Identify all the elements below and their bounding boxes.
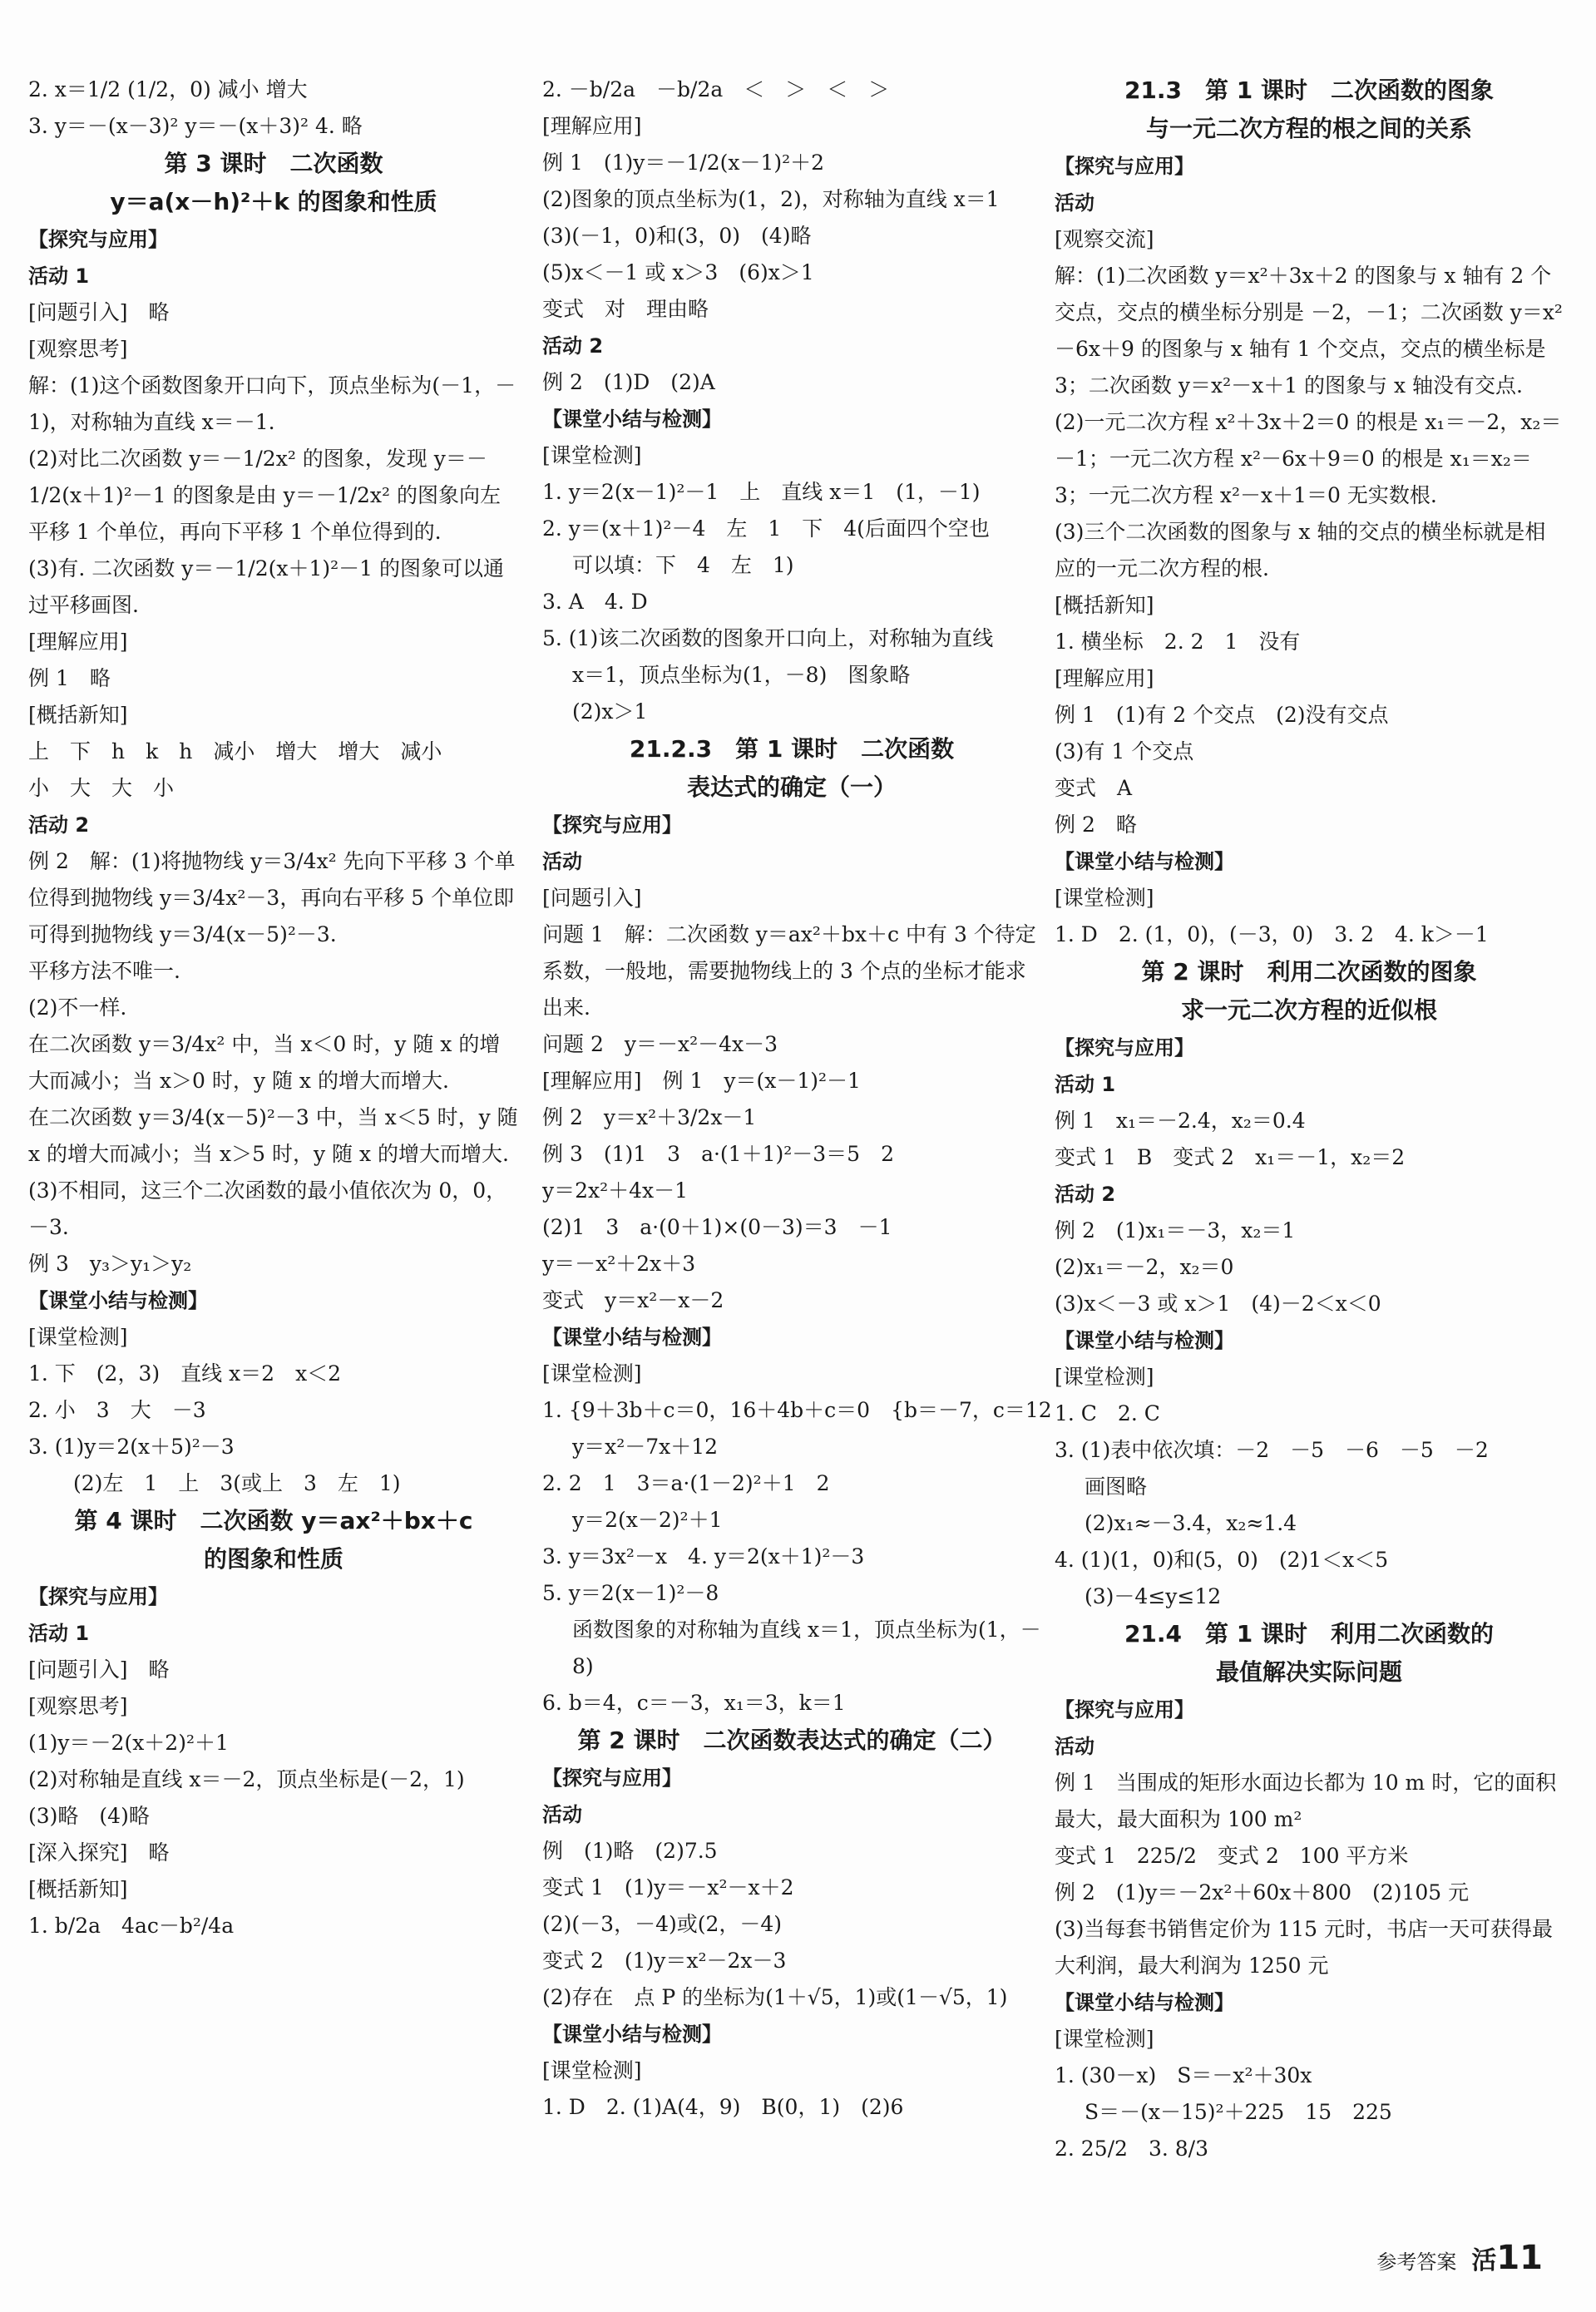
answer-line: 5. (1)该二次函数的图象开口向上，对称轴为直线 bbox=[542, 626, 994, 650]
answer-line: 4. (1)(1，0)和(5，0) (2)1＜x＜5 bbox=[1055, 1548, 1389, 1572]
answer-line: 函数图象的对称轴为直线 x＝1，顶点坐标为(1，－8) bbox=[572, 1618, 1041, 1678]
page-number: 11 bbox=[1496, 2239, 1543, 2277]
answer-line: [问题引入] 略 bbox=[28, 1657, 170, 1682]
activity-label: 活动 2 bbox=[28, 813, 90, 837]
answer-line: (2)左 1 上 3(或上 3 左 1) bbox=[73, 1471, 401, 1495]
answer-line: (3)当每套书销售定价为 115 元时，书店一天可获得最大利润，最大利润为 1250 元 bbox=[1055, 1917, 1554, 1978]
answer-line: [理解应用] 例 1 y＝(x－1)²－1 bbox=[542, 1069, 861, 1093]
answer-line: [理解应用] bbox=[28, 630, 128, 654]
answer-line: [概括新知] bbox=[28, 1877, 128, 1901]
section-title: 第 4 课时 二次函数 y＝ax²＋bx＋c bbox=[74, 1507, 473, 1534]
answer-line: (2)图象的顶点坐标为(1，2)，对称轴为直线 x＝1 bbox=[542, 187, 1000, 211]
answer-line: [观察交流] bbox=[1055, 227, 1154, 251]
answer-line: 3. A 4. D bbox=[542, 590, 648, 614]
answer-line: (3)不相同，这三个二次函数的最小值依次为 0，0，－3. bbox=[28, 1178, 507, 1239]
answer-line: [观察思考] bbox=[28, 337, 128, 361]
answer-line: 例 1 (1)y＝－1/2(x－1)²＋2 bbox=[542, 151, 825, 175]
answer-line: 可以填：下 4 左 1) bbox=[572, 553, 794, 577]
answer-line: 2. y＝(x＋1)²－4 左 1 下 4(后面四个空也 bbox=[542, 516, 990, 541]
section-header: 【探究与应用】 bbox=[28, 228, 168, 251]
answer-line: 2. 25/2 3. 8/3 bbox=[1055, 2137, 1208, 2161]
answer-line: 6. b＝4，c＝－3，x₁＝3，k＝1 bbox=[542, 1691, 846, 1715]
answer-line: y＝x²－7x＋12 bbox=[572, 1435, 719, 1459]
answer-line: 画图略 bbox=[1085, 1475, 1148, 1499]
answer-line: [课堂检测] bbox=[542, 2058, 642, 2082]
answer-line: (3)略 (4)略 bbox=[28, 1804, 150, 1828]
answer-line: (3)有 1 个交点 bbox=[1055, 739, 1194, 763]
answer-line: 例 1 略 bbox=[28, 666, 111, 690]
answer-line: 解：(1)这个函数图象开口向下，顶点坐标为(－1，－1)，对称轴为直线 x＝－1. bbox=[28, 373, 516, 434]
answer-line: [课堂检测] bbox=[1055, 2027, 1154, 2051]
answer-line: 变式 1 225/2 变式 2 100 平方米 bbox=[1055, 1844, 1409, 1868]
answer-line: 例 2 (1)x₁＝－3，x₂＝1 bbox=[1055, 1218, 1296, 1242]
answer-line: S＝－(x－15)²＋225 15 225 bbox=[1085, 2100, 1392, 2124]
answer-line: 平移方法不唯一. bbox=[28, 959, 180, 983]
answer-line: 3. (1)y＝2(x＋5)²－3 bbox=[28, 1435, 235, 1459]
answer-line: 上 下 h k h 减小 增大 增大 减小 bbox=[28, 739, 442, 763]
section-title: 21.2.3 第 1 课时 二次函数 bbox=[629, 735, 955, 763]
answer-line: (3)(－1，0)和(3，0) (4)略 bbox=[542, 224, 812, 248]
answer-line: 例 2 (1)y＝－2x²＋60x＋800 (2)105 元 bbox=[1055, 1880, 1470, 1904]
answer-line: 2. 2 1 3＝a·(1－2)²＋1 2 bbox=[542, 1471, 830, 1495]
page-footer bbox=[1376, 2239, 1543, 2277]
answer-line: 变式 1 (1)y＝－x²－x＋2 bbox=[542, 1875, 794, 1899]
answer-line: 解：(1)二次函数 y＝x²＋3x＋2 的图象与 x 轴有 2 个交点，交点的横坐标分别是 －2，－1；二次函数 y＝x²－6x＋9 的图象与 x 轴有 1 个交点，交点的横坐标是 3；二次函数 y＝x²－x＋1 的图象与 x 轴没有交点. bbox=[1055, 264, 1563, 398]
answer-line: y＝－x²＋2x＋3 bbox=[542, 1252, 696, 1276]
answer-line: 例 1 当围成的矩形水面边长都为 10 m 时，它的面积最大，最大面积为 100 m² bbox=[1055, 1771, 1557, 1831]
answer-line: 1. 横坐标 2. 2 1 没有 bbox=[1055, 630, 1301, 654]
answer-line: 在二次函数 y＝3/4x² 中，当 x＜0 时，y 随 x 的增大而减小；当 x＞0 时，y 随 x 的增大而增大. bbox=[28, 1032, 501, 1093]
activity-label: 活动 bbox=[1055, 1735, 1094, 1758]
answer-line: 例 1 x₁＝－2.4，x₂＝0.4 bbox=[1055, 1109, 1306, 1133]
answer-line: (2)不一样. bbox=[28, 995, 127, 1020]
answer-line: 变式 1 B 变式 2 x₁＝－1，x₂＝2 bbox=[1055, 1145, 1406, 1169]
answer-line: (2)一元二次方程 x²＋3x＋2＝0 的根是 x₁＝－2，x₂＝－1；一元二次方程 x²－6x＋9＝0 的根是 x₁＝x₂＝3；一元二次方程 x²－x＋1＝0 无实数根. bbox=[1055, 410, 1562, 507]
section-title: 表达式的确定（一） bbox=[686, 773, 897, 801]
answer-line: (2)(－3，－4)或(2，－4) bbox=[542, 1912, 783, 1936]
section-title: 最值解决实际问题 bbox=[1215, 1658, 1402, 1686]
answer-line: y＝2x²＋4x－1 bbox=[542, 1178, 689, 1203]
answer-line: (2)存在 点 P 的坐标为(1＋√5，1)或(1－√5，1) bbox=[542, 1985, 1008, 2009]
answer-line: (2)1 3 a·(0＋1)×(0－3)＝3 －1 bbox=[542, 1215, 892, 1239]
answer-line: 1. {9＋3b＋c＝0，16＋4b＋c＝0 {b＝－7，c＝12 bbox=[542, 1398, 1052, 1422]
answer-line: (2)x＞1 bbox=[572, 699, 648, 724]
answer-line: 问题 2 y＝－x²－4x－3 bbox=[542, 1032, 778, 1056]
section-title: 的图象和性质 bbox=[203, 1545, 343, 1573]
section-header: 【课堂小结与检测】 bbox=[1055, 1329, 1234, 1352]
activity-label: 活动 bbox=[542, 850, 582, 873]
answer-line: 2. －b/2a －b/2a ＜ ＞ ＜ ＞ bbox=[542, 77, 890, 101]
answer-line: (3)三个二次函数的图象与 x 轴的交点的横坐标就是相应的一元二次方程的根. bbox=[1055, 520, 1546, 580]
answer-line: (2)x₁＝－2，x₂＝0 bbox=[1055, 1255, 1234, 1279]
section-title: 21.3 第 1 课时 二次函数的图象 bbox=[1124, 77, 1495, 104]
answer-line: 变式 对 理由略 bbox=[542, 297, 709, 321]
answer-line: [课堂检测] bbox=[542, 1361, 642, 1386]
column-left bbox=[28, 72, 519, 1944]
answer-line: 3. y＝－(x－3)² y＝－(x＋3)² 4. 略 bbox=[28, 114, 363, 138]
activity-label: 活动 2 bbox=[1055, 1183, 1116, 1206]
answer-line: 1. C 2. C bbox=[1055, 1401, 1160, 1425]
answer-line: 1. D 2. (1，0)，(－3，0) 3. 2 4. k＞－1 bbox=[1055, 922, 1489, 946]
answer-line: (5)x＜－1 或 x＞3 (6)x＞1 bbox=[542, 260, 814, 284]
answer-line: 在二次函数 y＝3/4(x－5)²－3 中，当 x＜5 时，y 随 x 的增大而减小；当 x＞5 时，y 随 x 的增大而增大. bbox=[28, 1105, 518, 1166]
section-header: 【探究与应用】 bbox=[1055, 155, 1194, 178]
answer-line: [概括新知] bbox=[1055, 593, 1154, 617]
activity-label: 活动 1 bbox=[28, 1622, 90, 1645]
section-header: 【课堂小结与检测】 bbox=[1055, 1991, 1234, 2014]
answer-line: [理解应用] bbox=[542, 114, 642, 138]
answer-line: [课堂检测] bbox=[542, 443, 642, 467]
section-header: 【探究与应用】 bbox=[1055, 1036, 1194, 1060]
answer-line: [问题引入] 略 bbox=[28, 300, 170, 324]
answer-line: (2)对称轴是直线 x＝－2，顶点坐标是(－2，1) bbox=[28, 1767, 465, 1791]
activity-label: 活动 bbox=[542, 1803, 582, 1826]
activity-label: 活动 2 bbox=[542, 334, 604, 358]
answer-line: 例 2 y＝x²＋3/2x－1 bbox=[542, 1105, 757, 1129]
answer-line: 1. D 2. (1)A(4，9) B(0，1) (2)6 bbox=[542, 2095, 904, 2119]
activity-label: 活动 1 bbox=[28, 264, 90, 288]
answer-line: [理解应用] bbox=[1055, 666, 1154, 690]
section-header: 【探究与应用】 bbox=[542, 1766, 682, 1790]
section-title: 第 2 课时 利用二次函数的图象 bbox=[1141, 958, 1477, 986]
answer-line: 2. 小 3 大 －3 bbox=[28, 1398, 206, 1422]
section-title: 21.4 第 1 课时 利用二次函数的 bbox=[1124, 1620, 1495, 1648]
answer-line: 变式 A bbox=[1055, 776, 1133, 800]
section-title: 求一元二次方程的近似根 bbox=[1180, 996, 1437, 1024]
answer-line: [课堂检测] bbox=[1055, 1365, 1154, 1389]
answer-line: 变式 y＝x²－x－2 bbox=[542, 1288, 724, 1312]
answer-line: (1)y＝－2(x＋2)²＋1 bbox=[28, 1731, 229, 1755]
answer-line: 例 2 略 bbox=[1055, 813, 1137, 837]
section-header: 【课堂小结与检测】 bbox=[28, 1289, 208, 1312]
answer-line: [观察思考] bbox=[28, 1694, 128, 1718]
answer-line: 5. y＝2(x－1)²－8 bbox=[542, 1581, 719, 1605]
answer-line: 1. y＝2(x－1)²－1 上 直线 x＝1 (1，－1) bbox=[542, 480, 981, 504]
footer-label: 参考答案 bbox=[1376, 2250, 1457, 2274]
answer-line: (2)x₁≈－3.4，x₂≈1.4 bbox=[1085, 1511, 1297, 1535]
answer-line: 问题 1 解：二次函数 y＝ax²＋bx＋c 中有 3 个待定系数，一般地，需要抛物线上的 3 个点的坐标才能求出来. bbox=[542, 922, 1036, 1020]
activity-label: 活动 1 bbox=[1055, 1073, 1116, 1096]
answer-line: x＝1，顶点坐标为(1，－8) 图象略 bbox=[572, 663, 911, 687]
section-title: 第 2 课时 二次函数表达式的确定（二） bbox=[577, 1727, 1006, 1754]
section-header: 【课堂小结与检测】 bbox=[542, 1326, 722, 1349]
activity-label: 活动 bbox=[1055, 191, 1094, 215]
section-title: y＝a(x－h)²＋k 的图象和性质 bbox=[110, 188, 437, 215]
section-title: 第 3 课时 二次函数 bbox=[164, 150, 383, 177]
section-header: 【课堂小结与检测】 bbox=[542, 2023, 722, 2046]
answer-line: (3)x＜－3 或 x＞1 (4)－2＜x＜0 bbox=[1055, 1292, 1381, 1316]
answer-line: (3)有. 二次函数 y＝－1/2(x＋1)²－1 的图象可以通过平移画图. bbox=[28, 556, 504, 617]
section-header: 【探究与应用】 bbox=[28, 1585, 168, 1608]
footer-huo: 活 bbox=[1471, 2246, 1497, 2275]
section-header: 【探究与应用】 bbox=[542, 813, 682, 837]
answer-line: 1. b/2a 4ac－b²/4a bbox=[28, 1914, 235, 1938]
section-header: 【课堂小结与检测】 bbox=[1055, 850, 1234, 873]
answer-line: 例 2 解：(1)将抛物线 y＝3/4x² 先向下平移 3 个单位得到抛物线 y＝3/4x²－3，再向右平移 5 个单位即可得到抛物线 y＝3/4(x－5)²－3. bbox=[28, 849, 516, 946]
column-right bbox=[1055, 72, 1564, 2167]
answer-line: 例 1 (1)有 2 个交点 (2)没有交点 bbox=[1055, 703, 1389, 727]
answer-line: [课堂检测] bbox=[28, 1325, 128, 1349]
column-middle bbox=[542, 72, 1052, 2126]
answer-line: [概括新知] bbox=[28, 703, 128, 727]
answer-line: 例 (1)略 (2)7.5 bbox=[542, 1839, 718, 1863]
answer-line: 2. x＝1/2 (1/2，0) 减小 增大 bbox=[28, 77, 308, 101]
answer-line: (3)－4≤y≤12 bbox=[1085, 1584, 1222, 1608]
answer-line: 例 3 (1)1 3 a·(1＋1)²－3＝5 2 bbox=[542, 1142, 894, 1166]
answer-line: 3. (1)表中依次填：－2 －5 －6 －5 －2 bbox=[1055, 1438, 1489, 1462]
answer-line: 1. 下 (2，3) 直线 x＝2 x＜2 bbox=[28, 1361, 342, 1386]
answer-line: 1. (30－x) S＝－x²＋30x bbox=[1055, 2063, 1312, 2087]
answer-line: 3. y＝3x²－x 4. y＝2(x＋1)²－3 bbox=[542, 1544, 865, 1569]
answer-line: [深入探究] 略 bbox=[28, 1840, 170, 1865]
answer-line: [问题引入] bbox=[542, 886, 642, 910]
answer-line: 变式 2 (1)y＝x²－2x－3 bbox=[542, 1949, 787, 1973]
answer-line: 例 2 (1)D (2)A bbox=[542, 370, 715, 394]
section-header: 【探究与应用】 bbox=[1055, 1698, 1194, 1722]
section-header: 【课堂小结与检测】 bbox=[542, 408, 722, 431]
answer-line: [课堂检测] bbox=[1055, 886, 1154, 910]
answer-line: y＝2(x－2)²＋1 bbox=[572, 1508, 723, 1532]
answer-line: 例 3 y₃＞y₁＞y₂ bbox=[28, 1252, 192, 1276]
answer-line: 小 大 大 小 bbox=[28, 776, 175, 800]
answer-line: (2)对比二次函数 y＝－1/2x² 的图象，发现 y＝－1/2(x＋1)²－1 的图象是由 y＝－1/2x² 的图象向左平移 1 个单位，再向下平移 1 个单位得到的. bbox=[28, 447, 501, 544]
section-title: 与一元二次方程的根之间的关系 bbox=[1145, 115, 1472, 142]
